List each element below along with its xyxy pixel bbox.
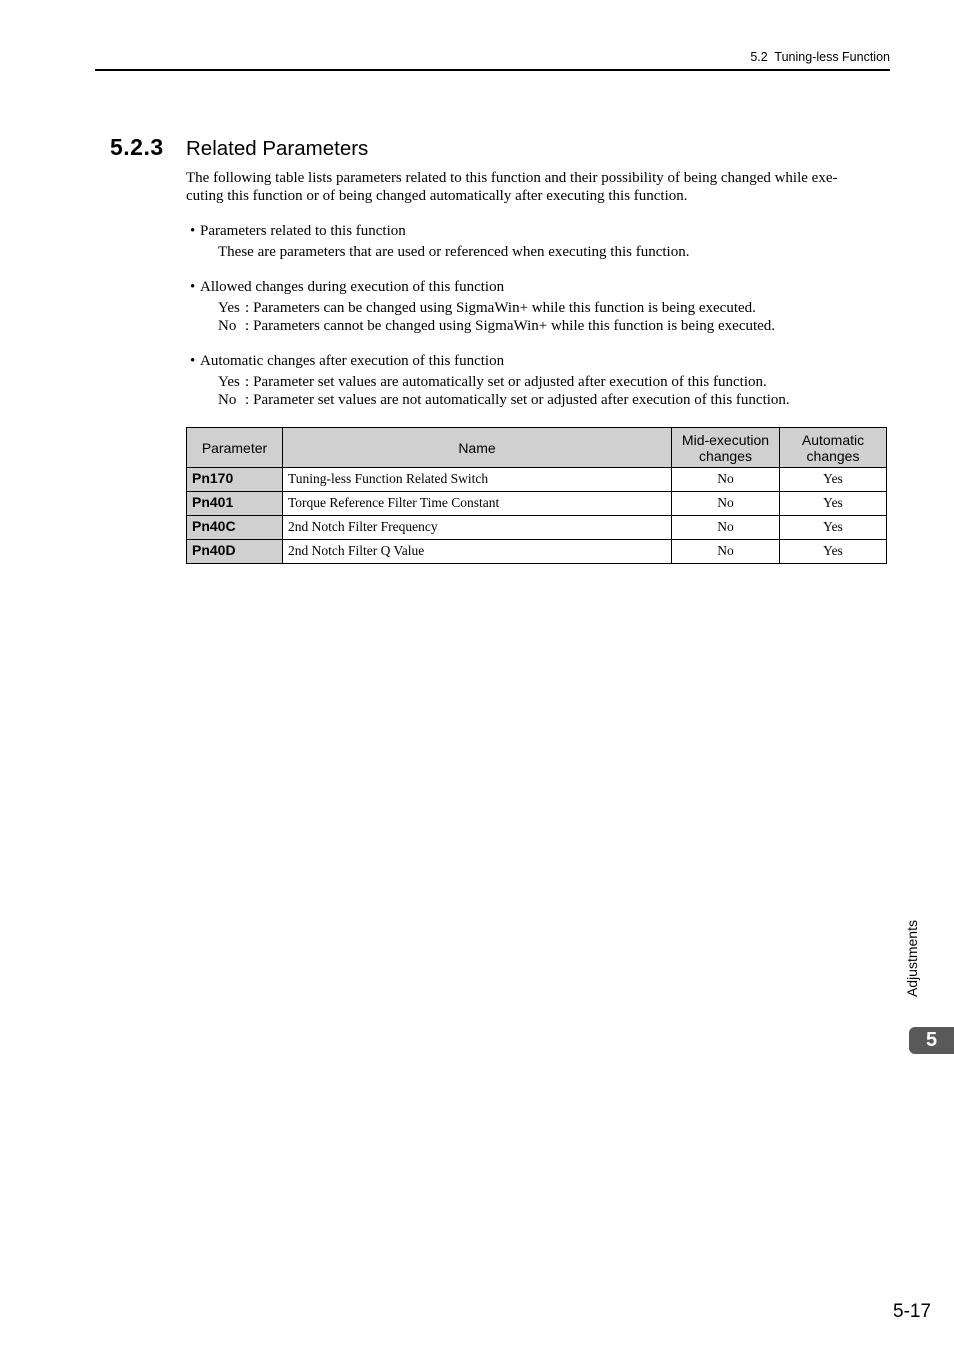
option-key: Yes — [218, 300, 240, 316]
section-title: Related Parameters — [186, 137, 369, 160]
bullet-detail-list — [186, 373, 886, 409]
chapter-side-label: Adjustments — [904, 920, 920, 998]
header-rule — [95, 69, 890, 71]
option-separator: : — [245, 300, 250, 316]
name-cell: Tuning-less Function Related Switch — [283, 468, 672, 492]
table-header-row — [187, 428, 887, 468]
parameter-cell: Pn40D — [187, 540, 283, 564]
intro-paragraph — [186, 169, 886, 205]
parameter-cell: Pn170 — [187, 468, 283, 492]
option-separator: : — [245, 318, 250, 334]
bullet-label-text: Parameters related to this function — [200, 223, 406, 239]
name-cell: Torque Reference Filter Time Constant — [283, 492, 672, 516]
name-cell: 2nd Notch Filter Frequency — [283, 516, 672, 540]
bullet-marker: • — [190, 223, 196, 239]
column-header-mid-execution: Mid-execution changes — [672, 428, 780, 468]
option-line-yes — [218, 299, 886, 317]
column-header-parameter: Parameter — [187, 428, 283, 468]
option-line-no — [218, 317, 886, 335]
column-header-automatic: Automatic changes — [780, 428, 887, 468]
intro-line: cuting this function or of being changed automatically after executing this function. — [186, 188, 688, 204]
bullet-label — [186, 278, 886, 296]
bullet-marker: • — [190, 279, 196, 295]
table-row — [187, 468, 887, 492]
section-number: 5.2.3 — [110, 134, 164, 160]
intro-line: The following table lists parameters related to this function and their possibility of being changed while exe- — [186, 170, 838, 186]
page-number: 5-17 — [893, 1301, 932, 1322]
option-separator: : — [245, 392, 250, 408]
option-key: No — [218, 318, 237, 334]
mid-execution-cell: No — [672, 468, 780, 492]
bullet-label-text: Allowed changes during execution of this function — [200, 279, 505, 295]
table-row — [187, 516, 887, 540]
column-header-name: Name — [283, 428, 672, 468]
mid-execution-cell: No — [672, 492, 780, 516]
table-row — [187, 492, 887, 516]
chapter-number: 5 — [925, 1029, 938, 1051]
bullet-label — [186, 222, 886, 240]
chapter-tab — [909, 1027, 954, 1054]
option-text: Parameters can be changed using SigmaWin+ while this function is being executed. — [253, 300, 756, 316]
automatic-cell: Yes — [780, 468, 887, 492]
table-row — [187, 540, 887, 564]
option-text: Parameters cannot be changed using SigmaWin+ while this function is being executed. — [253, 318, 776, 334]
mid-execution-cell: No — [672, 540, 780, 564]
bullet-label-text: Automatic changes after execution of this function — [200, 353, 505, 369]
bullet-detail-list — [186, 299, 886, 335]
option-separator: : — [245, 374, 250, 390]
option-text: Parameter set values are automatically set or adjusted after execution of this function. — [253, 374, 767, 390]
automatic-cell: Yes — [780, 516, 887, 540]
option-key: Yes — [218, 374, 240, 390]
bullet-detail-list — [186, 243, 886, 261]
option-line-no — [218, 391, 886, 409]
bullet-marker: • — [190, 353, 196, 369]
section-heading — [110, 134, 368, 162]
running-header: 5.2 Tuning-less Function — [750, 50, 890, 64]
bullet-allowed-changes — [186, 278, 886, 335]
automatic-cell: Yes — [780, 492, 887, 516]
bullet-automatic-changes — [186, 352, 886, 409]
mid-execution-cell: No — [672, 516, 780, 540]
parameter-cell: Pn401 — [187, 492, 283, 516]
option-key: No — [218, 392, 237, 408]
bullet-detail: These are parameters that are used or referenced when executing this function. — [218, 244, 690, 260]
main-content — [186, 169, 886, 564]
option-line-yes — [218, 373, 886, 391]
parameter-cell: Pn40C — [187, 516, 283, 540]
bullet-label — [186, 352, 886, 370]
option-text: Parameter set values are not automatically set or adjusted after execution of this function. — [253, 392, 790, 408]
automatic-cell: Yes — [780, 540, 887, 564]
bullet-parameters-related — [186, 222, 886, 261]
related-parameters-table — [186, 427, 887, 564]
name-cell: 2nd Notch Filter Q Value — [283, 540, 672, 564]
